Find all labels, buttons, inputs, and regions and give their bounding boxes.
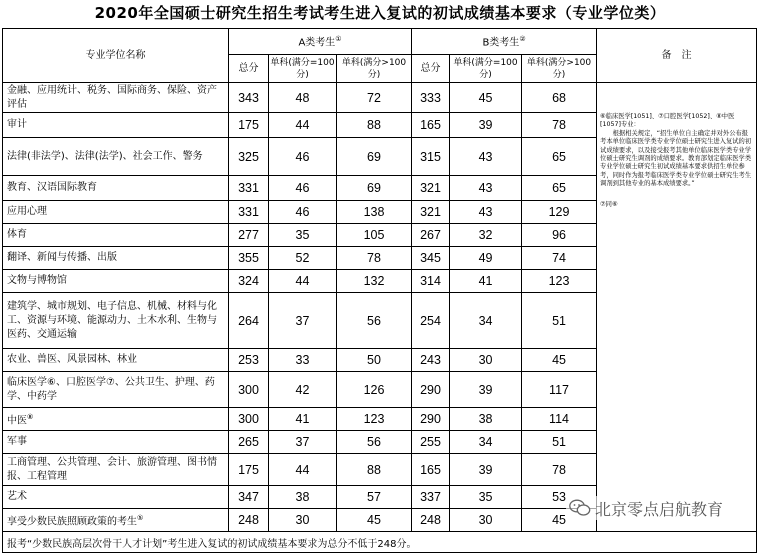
header-a-single100: 单科(满分=100分) <box>269 55 337 83</box>
score-b-sgt: 51 <box>522 431 597 454</box>
score-a-sgt: 45 <box>337 509 412 532</box>
score-b-sgt: 74 <box>522 247 597 270</box>
score-a-s100: 48 <box>269 83 337 113</box>
score-b-total: 321 <box>412 176 450 201</box>
score-b-total: 321 <box>412 201 450 224</box>
header-group-a: A类考生① <box>229 29 412 55</box>
score-a-sgt: 69 <box>337 138 412 176</box>
score-a-total: 265 <box>229 431 269 454</box>
major-name: 翻译、新闻与传播、出版 <box>3 247 229 270</box>
score-table <box>2 28 757 553</box>
score-a-s100: 44 <box>269 270 337 293</box>
score-b-s100: 39 <box>450 372 522 408</box>
remarks-ref: ⑦同⑥ <box>600 200 618 208</box>
score-a-sgt: 123 <box>337 408 412 431</box>
score-a-s100: 35 <box>269 224 337 247</box>
score-a-sgt: 50 <box>337 349 412 372</box>
score-a-s100: 38 <box>269 486 337 509</box>
score-b-sgt: 65 <box>522 138 597 176</box>
score-b-s100: 43 <box>450 201 522 224</box>
score-a-sgt: 88 <box>337 113 412 138</box>
score-b-total: 290 <box>412 408 450 431</box>
score-a-s100: 52 <box>269 247 337 270</box>
score-a-s100: 46 <box>269 201 337 224</box>
major-name: 金融、应用统计、税务、国际商务、保险、资产评估 <box>3 83 229 113</box>
score-a-total: 324 <box>229 270 269 293</box>
major-name: 艺术 <box>3 486 229 509</box>
remarks-line: ⑥临床医学[1051]、⑦口腔医学[1052]、⑧中医[1057]专业： <box>600 113 735 129</box>
wechat-icon <box>569 499 591 517</box>
score-b-total: 255 <box>412 431 450 454</box>
score-b-total: 254 <box>412 293 450 349</box>
score-b-s100: 30 <box>450 509 522 532</box>
score-a-total: 325 <box>229 138 269 176</box>
score-a-total: 331 <box>229 201 269 224</box>
score-b-s100: 34 <box>450 431 522 454</box>
score-a-total: 277 <box>229 224 269 247</box>
score-a-s100: 46 <box>269 138 337 176</box>
major-name: 应用心理 <box>3 201 229 224</box>
score-b-s100: 39 <box>450 454 522 486</box>
page-title: 2020年全国硕士研究生招生考试考生进入复试的初试成绩基本要求（专业学位类） <box>94 4 666 22</box>
score-b-sgt: 117 <box>522 372 597 408</box>
header-group-b: B类考生② <box>412 29 597 55</box>
score-b-s100: 43 <box>450 138 522 176</box>
score-b-s100: 39 <box>450 113 522 138</box>
score-b-sgt: 65 <box>522 176 597 201</box>
score-a-sgt: 138 <box>337 201 412 224</box>
watermark-text: 北京零点启航教育 <box>595 499 724 519</box>
score-b-total: 315 <box>412 138 450 176</box>
score-b-total: 333 <box>412 83 450 113</box>
score-a-sgt: 88 <box>337 454 412 486</box>
score-b-sgt: 123 <box>522 270 597 293</box>
score-b-total: 243 <box>412 349 450 372</box>
score-a-total: 300 <box>229 408 269 431</box>
score-b-sgt: 45 <box>522 509 597 532</box>
score-a-total: 355 <box>229 247 269 270</box>
score-b-s100: 43 <box>450 176 522 201</box>
score-b-total: 337 <box>412 486 450 509</box>
major-name: 审计 <box>3 113 229 138</box>
score-a-total: 248 <box>229 509 269 532</box>
score-a-total: 347 <box>229 486 269 509</box>
score-b-s100: 38 <box>450 408 522 431</box>
score-b-sgt: 51 <box>522 293 597 349</box>
score-b-s100: 32 <box>450 224 522 247</box>
score-a-sgt: 72 <box>337 83 412 113</box>
score-b-sgt: 78 <box>522 454 597 486</box>
header-a-single-over100: 单科(满分>100分) <box>337 55 412 83</box>
score-b-total: 165 <box>412 454 450 486</box>
major-name: 中医⑧ <box>3 408 229 431</box>
score-a-sgt: 69 <box>337 176 412 201</box>
score-a-sgt: 78 <box>337 247 412 270</box>
major-name: 工商管理、公共管理、会计、旅游管理、图书情报、工程管理 <box>3 454 229 486</box>
major-name: 农业、兽医、风景园林、林业 <box>3 349 229 372</box>
major-name: 临床医学⑥、口腔医学⑦、公共卫生、护理、药学、中药学 <box>3 372 229 408</box>
footer-note: 报考“少数民族高层次骨干人才计划”考生进入复试的初试成绩基本要求为总分不低于248分。 <box>3 532 757 553</box>
header-major-name: 专业学位名称 <box>3 29 229 83</box>
score-a-s100: 37 <box>269 431 337 454</box>
score-a-total: 175 <box>229 113 269 138</box>
score-b-total: 345 <box>412 247 450 270</box>
score-b-s100: 41 <box>450 270 522 293</box>
score-a-s100: 44 <box>269 454 337 486</box>
score-b-sgt: 68 <box>522 83 597 113</box>
score-a-total: 253 <box>229 349 269 372</box>
score-b-sgt: 114 <box>522 408 597 431</box>
header-b-single100: 单科(满分=100分) <box>450 55 522 83</box>
major-name: 教育、汉语国际教育 <box>3 176 229 201</box>
score-a-sgt: 57 <box>337 486 412 509</box>
score-b-s100: 30 <box>450 349 522 372</box>
score-a-sgt: 105 <box>337 224 412 247</box>
score-b-sgt: 78 <box>522 113 597 138</box>
score-a-sgt: 126 <box>337 372 412 408</box>
header-remarks: 备 注 <box>597 29 757 83</box>
score-b-total: 267 <box>412 224 450 247</box>
score-b-sgt: 129 <box>522 201 597 224</box>
score-a-s100: 44 <box>269 113 337 138</box>
remarks-cell <box>597 83 757 532</box>
score-a-sgt: 132 <box>337 270 412 293</box>
footer-row <box>3 532 757 553</box>
score-a-s100: 41 <box>269 408 337 431</box>
score-b-s100: 45 <box>450 83 522 113</box>
score-a-s100: 42 <box>269 372 337 408</box>
score-a-sgt: 56 <box>337 293 412 349</box>
score-a-sgt: 56 <box>337 431 412 454</box>
remarks-paragraph: 根据相关规定，“招生单位自主确定并对外公布报考本单位临床医学类专业学位硕士研究生进入复试的初试成绩要求，以及接受报考其他单位临床医学类专业学位硕士研究生调剂的成绩要求。教育部划定临床医学类专业学位硕士研究生初试成绩基本要求供招生单位参考，同时作为报考临床医学类专业学位硕士研究生考生调剂到其他专业的基本成绩要求。” <box>600 129 752 188</box>
score-a-total: 264 <box>229 293 269 349</box>
major-name: 享受少数民族照顾政策的考生⑤ <box>3 509 229 532</box>
header-b-single-over100: 单科(满分>100分) <box>522 55 597 83</box>
score-b-sgt: 45 <box>522 349 597 372</box>
score-a-total: 343 <box>229 83 269 113</box>
header-b-total: 总分 <box>412 55 450 83</box>
score-a-s100: 37 <box>269 293 337 349</box>
score-b-total: 248 <box>412 509 450 532</box>
score-a-s100: 33 <box>269 349 337 372</box>
score-b-sgt: 96 <box>522 224 597 247</box>
score-b-total: 314 <box>412 270 450 293</box>
score-a-total: 331 <box>229 176 269 201</box>
score-b-s100: 34 <box>450 293 522 349</box>
score-b-total: 165 <box>412 113 450 138</box>
score-b-sgt: 53 <box>522 486 597 509</box>
score-a-total: 300 <box>229 372 269 408</box>
major-name: 法律(非法学)、法律(法学)、社会工作、警务 <box>3 138 229 176</box>
major-name: 军事 <box>3 431 229 454</box>
major-name: 文物与博物馆 <box>3 270 229 293</box>
score-a-s100: 30 <box>269 509 337 532</box>
header-a-total: 总分 <box>229 55 269 83</box>
score-b-s100: 49 <box>450 247 522 270</box>
table-row <box>3 83 757 113</box>
watermark <box>566 496 726 520</box>
score-b-total: 290 <box>412 372 450 408</box>
score-b-s100: 35 <box>450 486 522 509</box>
major-name: 建筑学、城市规划、电子信息、机械、材料与化工、资源与环境、能源动力、土木水利、生物与医药、交通运输 <box>3 293 229 349</box>
score-a-s100: 46 <box>269 176 337 201</box>
major-name: 体育 <box>3 224 229 247</box>
score-a-total: 175 <box>229 454 269 486</box>
